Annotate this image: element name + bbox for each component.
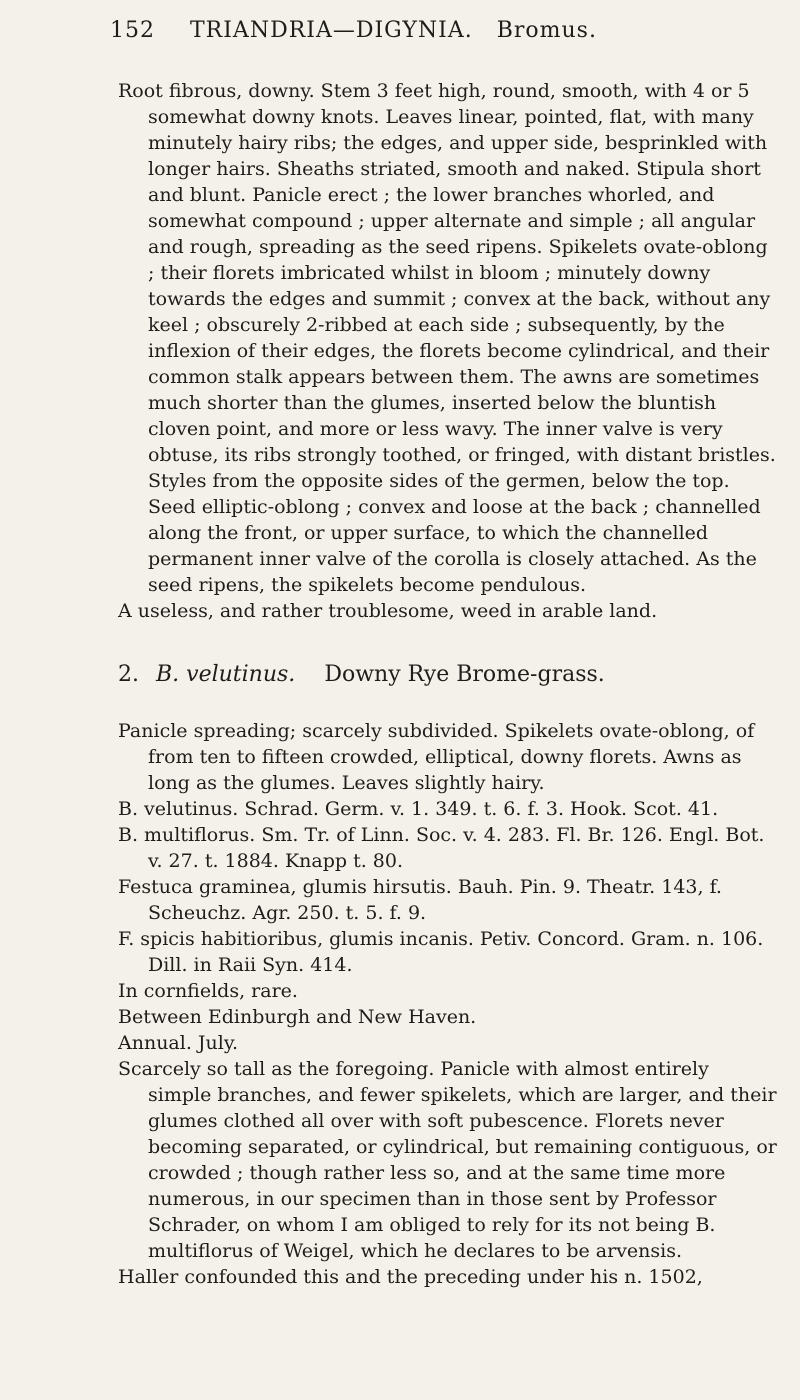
duration-note: Annual. July.	[118, 1032, 239, 1054]
description-paragraph: Root fibrous, downy. Stem 3 feet high, round, smooth, with 4 or 5 somewhat downy knots. Leaves linear, pointed, flat, with many minutely hairy ribs; the edges, and upper side, besprinkled with longer hairs. Sheaths striated, smooth and naked. Stipula short and blunt. Panicle erect ; the lower branches whorled, and somewhat compound ; upper alternate and simple ; all angular and rough, spreading as the seed ripens. Spikelets ovate-oblong ; their florets imbricated whilst in bloom ; minutely downy towards the edges and summit ; convex at the back, without any keel ; obscurely 2-ribbed at each side ; subsequently, by the inflexion of their edges, the florets become cylindrical, and their common stalk appears between them. The awns are sometimes much shorter than the glumes, inserted below the bluntish cloven point, and more or less wavy. The inner valve is very obtuse, its ribs strongly toothed, or fringed, with distant bristles. Styles from the opposite sides of the germen, below the top. Seed elliptic-oblong ; convex and loose at the back ; channelled along the front, or upper surface, to which the channelled permanent inner valve of the corolla is closely attached. As the seed ripens, the spikelets become pendulous.	[118, 80, 776, 596]
species-number: 2.	[118, 662, 139, 687]
synonym-entry: B. velutinus. Schrad. Germ. v. 1. 349. t. 6. f. 3. Hook. Scot. 41.	[118, 798, 719, 820]
synonym-entry: Festuca graminea, glumis hirsutis. Bauh. Pin. 9. Theatr. 143, f. Scheuchz. Agr. 250. t. 5. f. 9.	[118, 876, 722, 924]
species-latin-name: B. velutinus.	[156, 662, 296, 687]
header-title: TRIANDRIA—DIGYNIA.	[190, 18, 473, 43]
habitat-note: In cornfields, rare.	[118, 980, 298, 1002]
species-common-name: Downy Rye Brome-grass.	[324, 662, 605, 687]
synonym-entry: F. spicis habitioribus, glumis incanis. Petiv. Concord. Gram. n. 106. Dill. in Raii Syn. 414.	[118, 928, 764, 976]
locality-note: Between Edinburgh and New Haven.	[118, 1006, 477, 1028]
synonym-entry: B. multiflorus. Sm. Tr. of Linn. Soc. v. 4. 283. Fl. Br. 126. Engl. Bot. v. 27. t. 1884. Knapp t. 80.	[118, 824, 765, 872]
page-number: 152	[110, 18, 155, 43]
running-header	[110, 18, 710, 58]
species-heading	[118, 660, 778, 690]
usage-note: A useless, and rather troublesome, weed in arable land.	[118, 600, 658, 622]
species-diagnosis: Panicle spreading; scarcely subdivided. Spikelets ovate-oblong, of from ten to fifteen crowded, elliptical, downy florets. Awns as long as the glumes. Leaves slightly hairy.	[118, 720, 755, 794]
page-body	[118, 78, 778, 1290]
closing-note: Haller confounded this and the preceding under his n. 1502,	[118, 1266, 703, 1288]
species-description: Scarcely so tall as the foregoing. Panicle with almost entirely simple branches, and fewer spikelets, which are larger, and their glumes clothed all over with soft pubescence. Florets never becoming separated, or cylindrical, but remaining contiguous, or crowded ; though rather less so, and at the same time more numerous, in our specimen than in those sent by Professor Schrader, on whom I am obliged to rely for its not being B. multiflorus of Weigel, which he declares to be arvensis.	[118, 1058, 777, 1262]
header-genus: Bromus.	[496, 18, 597, 43]
